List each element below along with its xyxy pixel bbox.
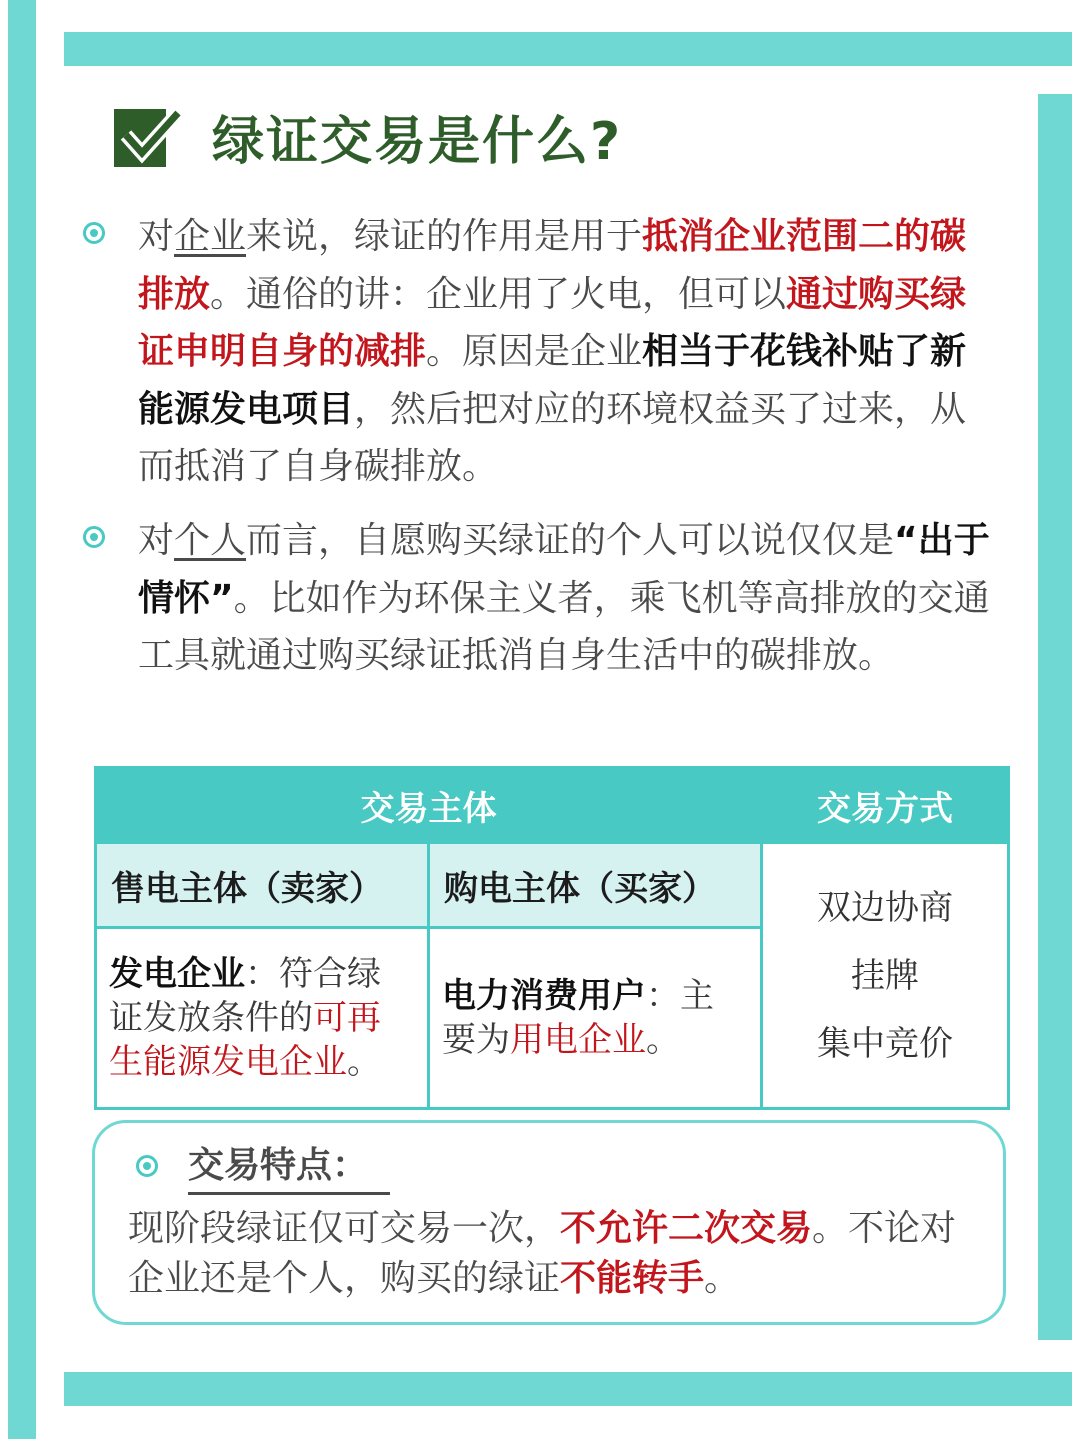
method-item: 双边协商: [816, 887, 953, 928]
method-item: 挂牌: [850, 955, 919, 996]
trade-table: [94, 766, 1010, 1110]
paragraph-enterprise: 对企业来说，绿证的作用是用于抵消企业范围二的碳排放。通俗的讲：企业用了火电，但可以通过购买绿证申明自身的减排。原因是企业相当于花钱补贴了新能源发电项目，然后把对应的环境权益买了过来，从而抵消了自身碳排放。: [138, 216, 967, 487]
method-item: 集中竞价: [816, 1023, 953, 1064]
feature-title: 交易特点：: [188, 1140, 390, 1195]
buyer-description: 电力消费用户：主要为用电企业。: [428, 928, 761, 1109]
bullet-icon: [83, 222, 105, 244]
feature-text: 现阶段绿证仅可交易一次，不允许二次交易。不论对企业还是个人，购买的绿证不能转手。: [128, 1208, 957, 1299]
checkbox-check-icon: [112, 101, 182, 171]
left-stripe: [8, 0, 36, 1439]
buyer-heading: 购电主体（买家）: [428, 843, 761, 928]
trade-methods: [761, 843, 1008, 1109]
left-frame: [0, 0, 40, 1439]
seller-heading: 售电主体（卖家）: [96, 843, 429, 928]
top-decor-bar: [64, 32, 1072, 66]
seller-description: 发电企业：符合绿证发放条件的可再生能源发电企业。: [96, 928, 429, 1109]
header-method: 交易方式: [761, 768, 1008, 843]
bullet-icon: [83, 526, 105, 548]
paragraph-individual: 对个人而言，自愿购买绿证的个人可以说仅仅是“出于情怀”。比如作为环保主义者，乘飞机等高排放的交通工具就通过购买绿证抵消自身生活中的碳排放。: [138, 520, 990, 676]
header-subject: 交易主体: [96, 768, 762, 843]
page-title: 绿证交易是什么?: [212, 111, 623, 172]
right-decor-bar: [1038, 94, 1072, 1340]
bullet-icon: [136, 1155, 158, 1177]
bottom-decor-bar: [64, 1372, 1072, 1406]
title-row: [112, 96, 622, 176]
